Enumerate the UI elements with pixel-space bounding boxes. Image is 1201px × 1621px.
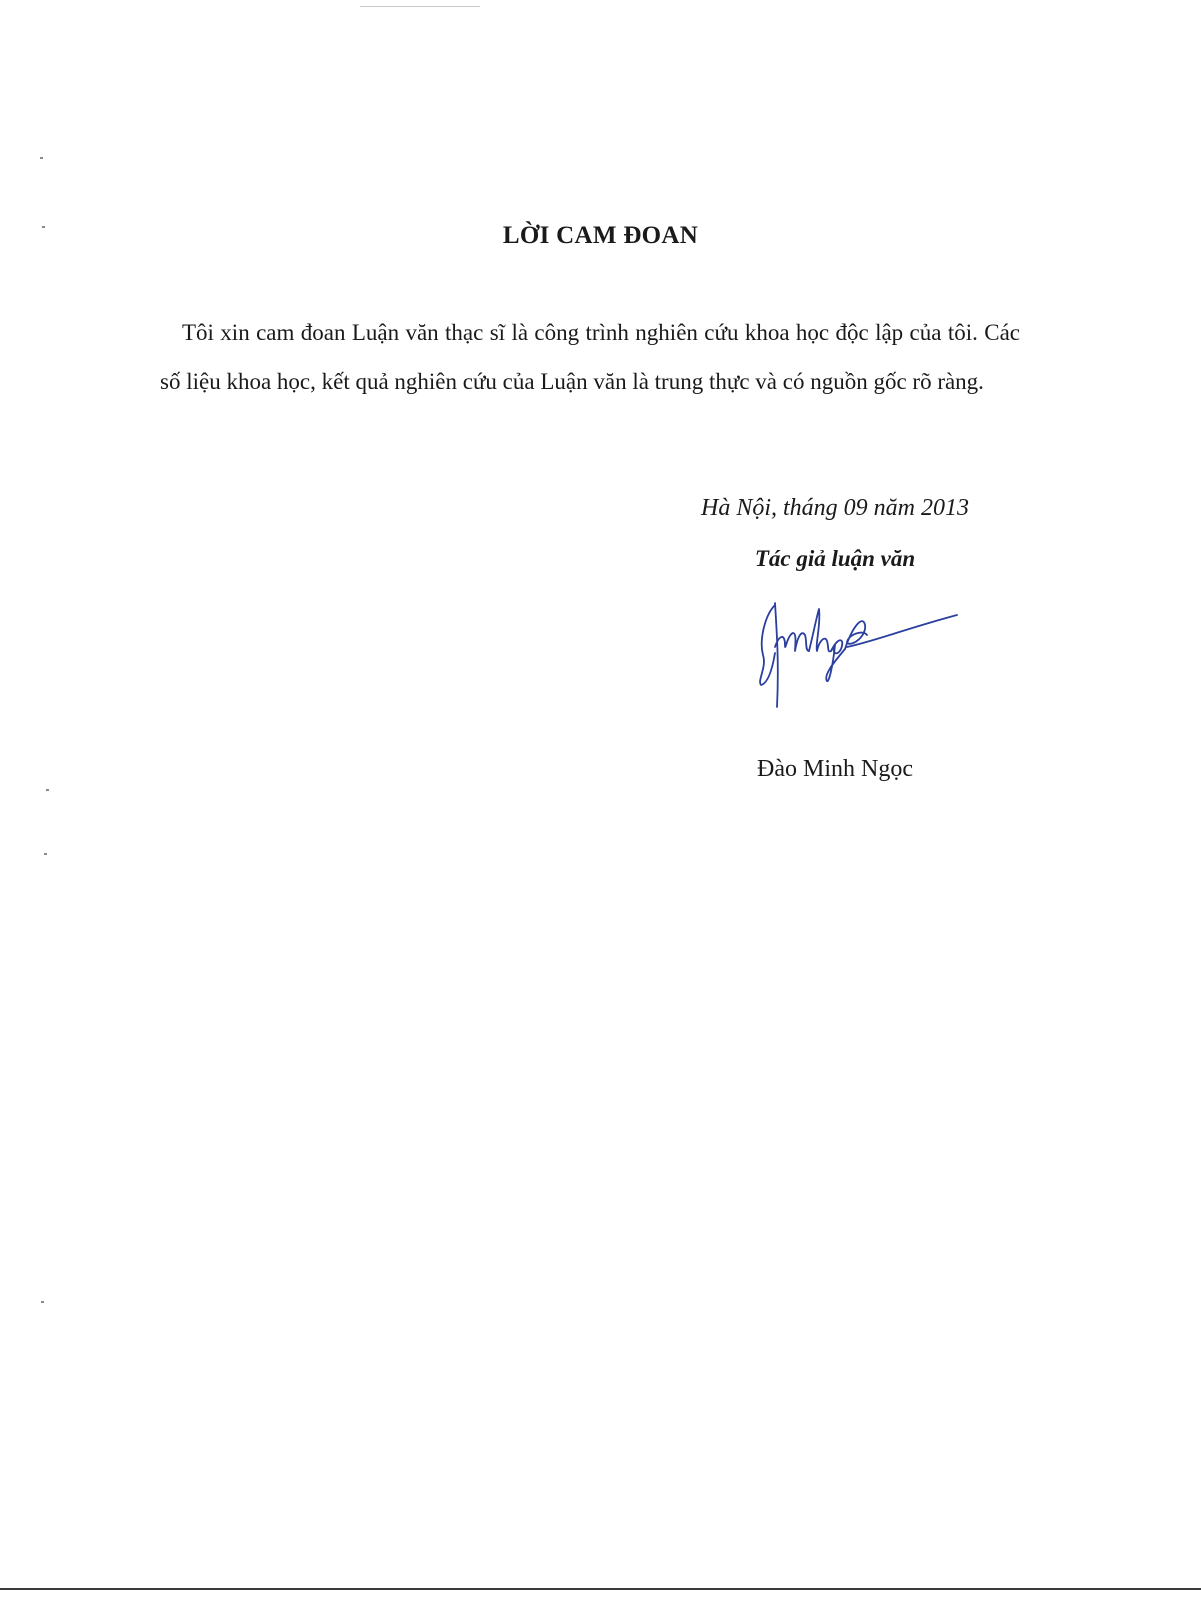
signature-icon bbox=[735, 595, 965, 725]
scan-speck bbox=[41, 1301, 44, 1303]
page-bottom-rule bbox=[0, 1588, 1201, 1590]
scan-artifact-top bbox=[360, 6, 480, 7]
place-date: Hà Nội, tháng 09 năm 2013 bbox=[700, 495, 969, 521]
scan-speck bbox=[44, 853, 47, 855]
author-name: Đào Minh Ngọc bbox=[757, 756, 913, 782]
page-title: LỜI CAM ĐOAN bbox=[502, 222, 699, 249]
scan-speck bbox=[40, 157, 43, 159]
scan-speck bbox=[46, 789, 49, 791]
declaration-paragraph: Tôi xin cam đoan Luận văn thạc sĩ là công trình nghiên cứu khoa học độc lập của tôi. Các số liệu khoa học, kết quả nghiên cứu của Luận văn là trung thực và có nguồn gốc rõ ràng. bbox=[160, 320, 1020, 394]
author-label: Tác giả luận văn bbox=[754, 546, 916, 571]
